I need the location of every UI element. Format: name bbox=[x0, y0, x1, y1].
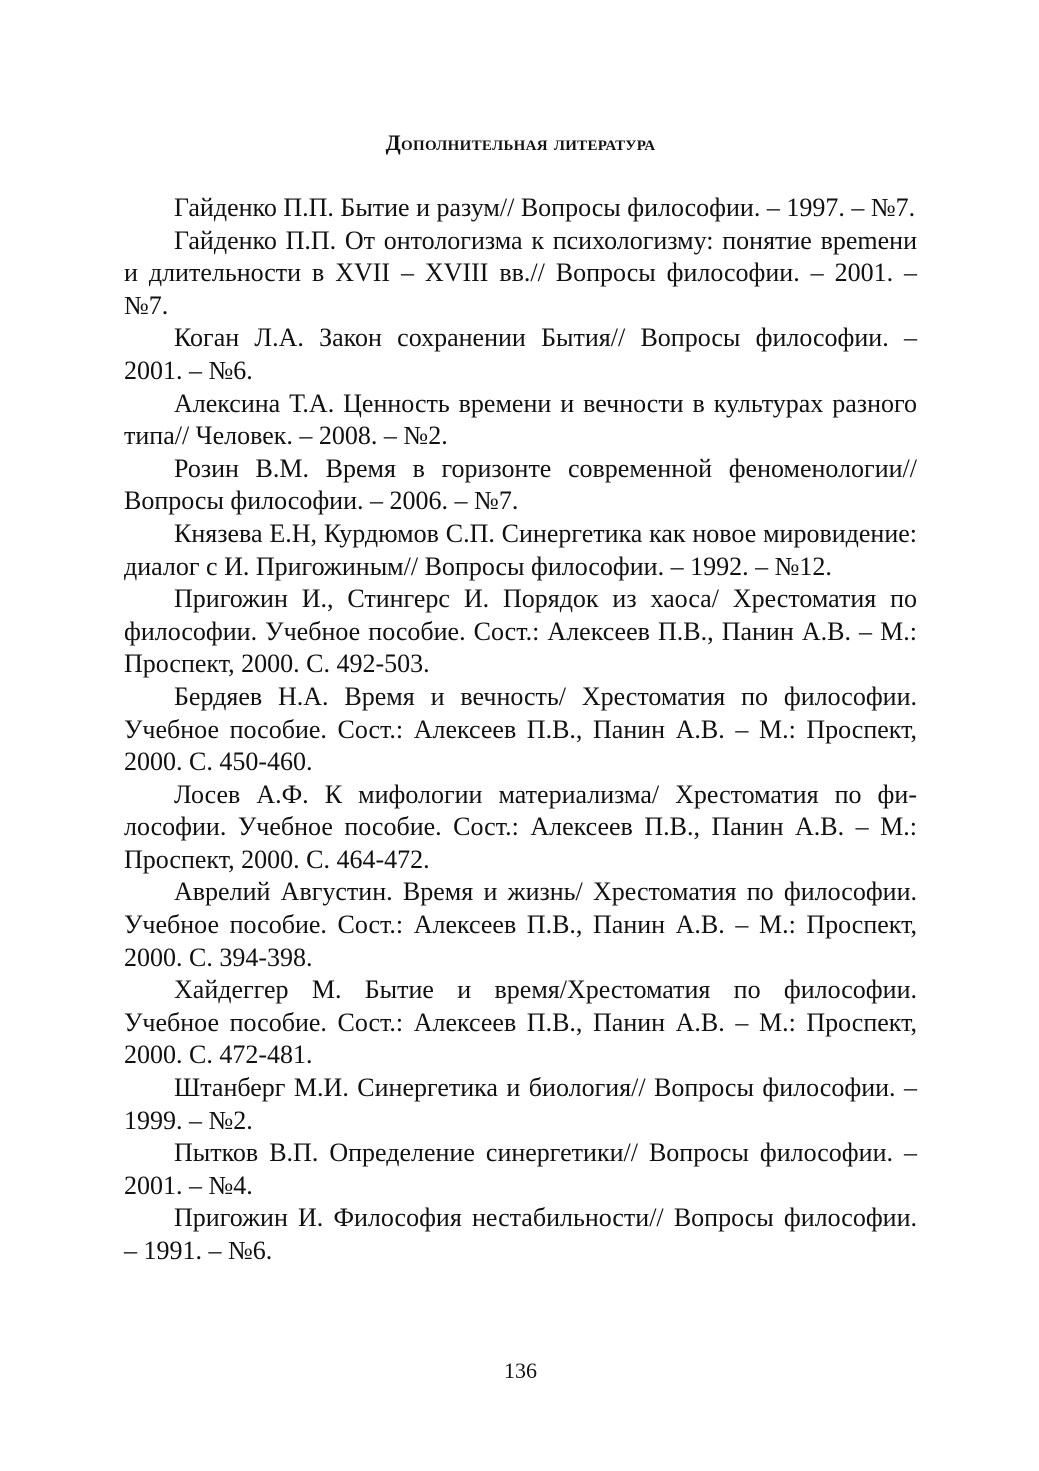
reference-list bbox=[124, 192, 917, 1268]
reference-entry: Коган Л.А. Закон сохранении Бытия// Вопросы философии. – 2001. – №6. bbox=[124, 323, 917, 385]
reference-entry: Штанберг М.И. Синергетика и биология// Вопросы философии. – 1999. – №2. bbox=[124, 1073, 917, 1135]
reference-entry: Хайдеггер М. Бытие и время/Хрестоматия по философии. Учебное пособие. Сост.: Алексеев П.В., Панин А.В. – М.: Проспект, 2000. С. 472-481. bbox=[124, 975, 917, 1070]
reference-entry: Пригожин И. Философия нестабильности// Вопросы философии. – 1991. – №6. bbox=[124, 1203, 917, 1265]
reference-entry: Бердяев Н.А. Время и вечность/ Хрестоматия по философии. Учебное пособие. Сост.: Алексеев П.В., Панин А.В. – М.: Проспект, 2000. С. 450-460. bbox=[124, 681, 917, 777]
page-number: 136 bbox=[504, 1358, 537, 1383]
reference-entry: Лосев А.Ф. К мифологии материализма/ Хрестоматия по философии. Учебное пособие. Сост.: Алексеев П.В., Панин А.В. – М.: Проспект, 2000. С. 464-472. bbox=[124, 779, 917, 874]
reference-entry: Гайденко П.П. Бытие и разум// Вопросы философии. – 1997. – №7. bbox=[174, 193, 916, 222]
reference-entry: Розин В.М. Время в горизонте современной феноменологии// Вопросы философии. – 2006. – №7. bbox=[124, 453, 917, 516]
reference-entry: Аврелий Августин. Время и жизнь/ Хрестоматия по философии. Учебное пособие. Сост.: Алексеев П.В., Панин А.В. – М.: Проспект, 2000. С. 394-398. bbox=[124, 877, 917, 972]
section-heading: Дополнительная литература bbox=[385, 130, 656, 155]
reference-entry: Пригожин И., Стингерс И. Порядок из хаоса/ Хрестоматия по философии. Учебное пособие. Сост.: Алексеев П.В., Панин А.В. – М.: Проспект, 2000. С. 492-503. bbox=[124, 584, 917, 679]
reference-entry: Алексина Т.А. Ценность времени и вечности в культурах разного типа// Человек. – 2008. – №2. bbox=[124, 388, 917, 451]
reference-entry: Князева Е.Н, Курдюмов С.П. Синергетика как новое мировидение: диалог с И. Пригожиным// Вопросы философии. – 1992. – №12. bbox=[124, 518, 917, 581]
reference-entry: Гайденко П.П. От онтологизма к психологизму: понятие вреmени и длительности в XVII – XVIII вв.// Вопросы философии. – 2001. – №7. bbox=[124, 225, 917, 320]
reference-entry: Пытков В.П. Определение синергетики// Вопросы философии. – 2001. – №4. bbox=[124, 1138, 917, 1200]
